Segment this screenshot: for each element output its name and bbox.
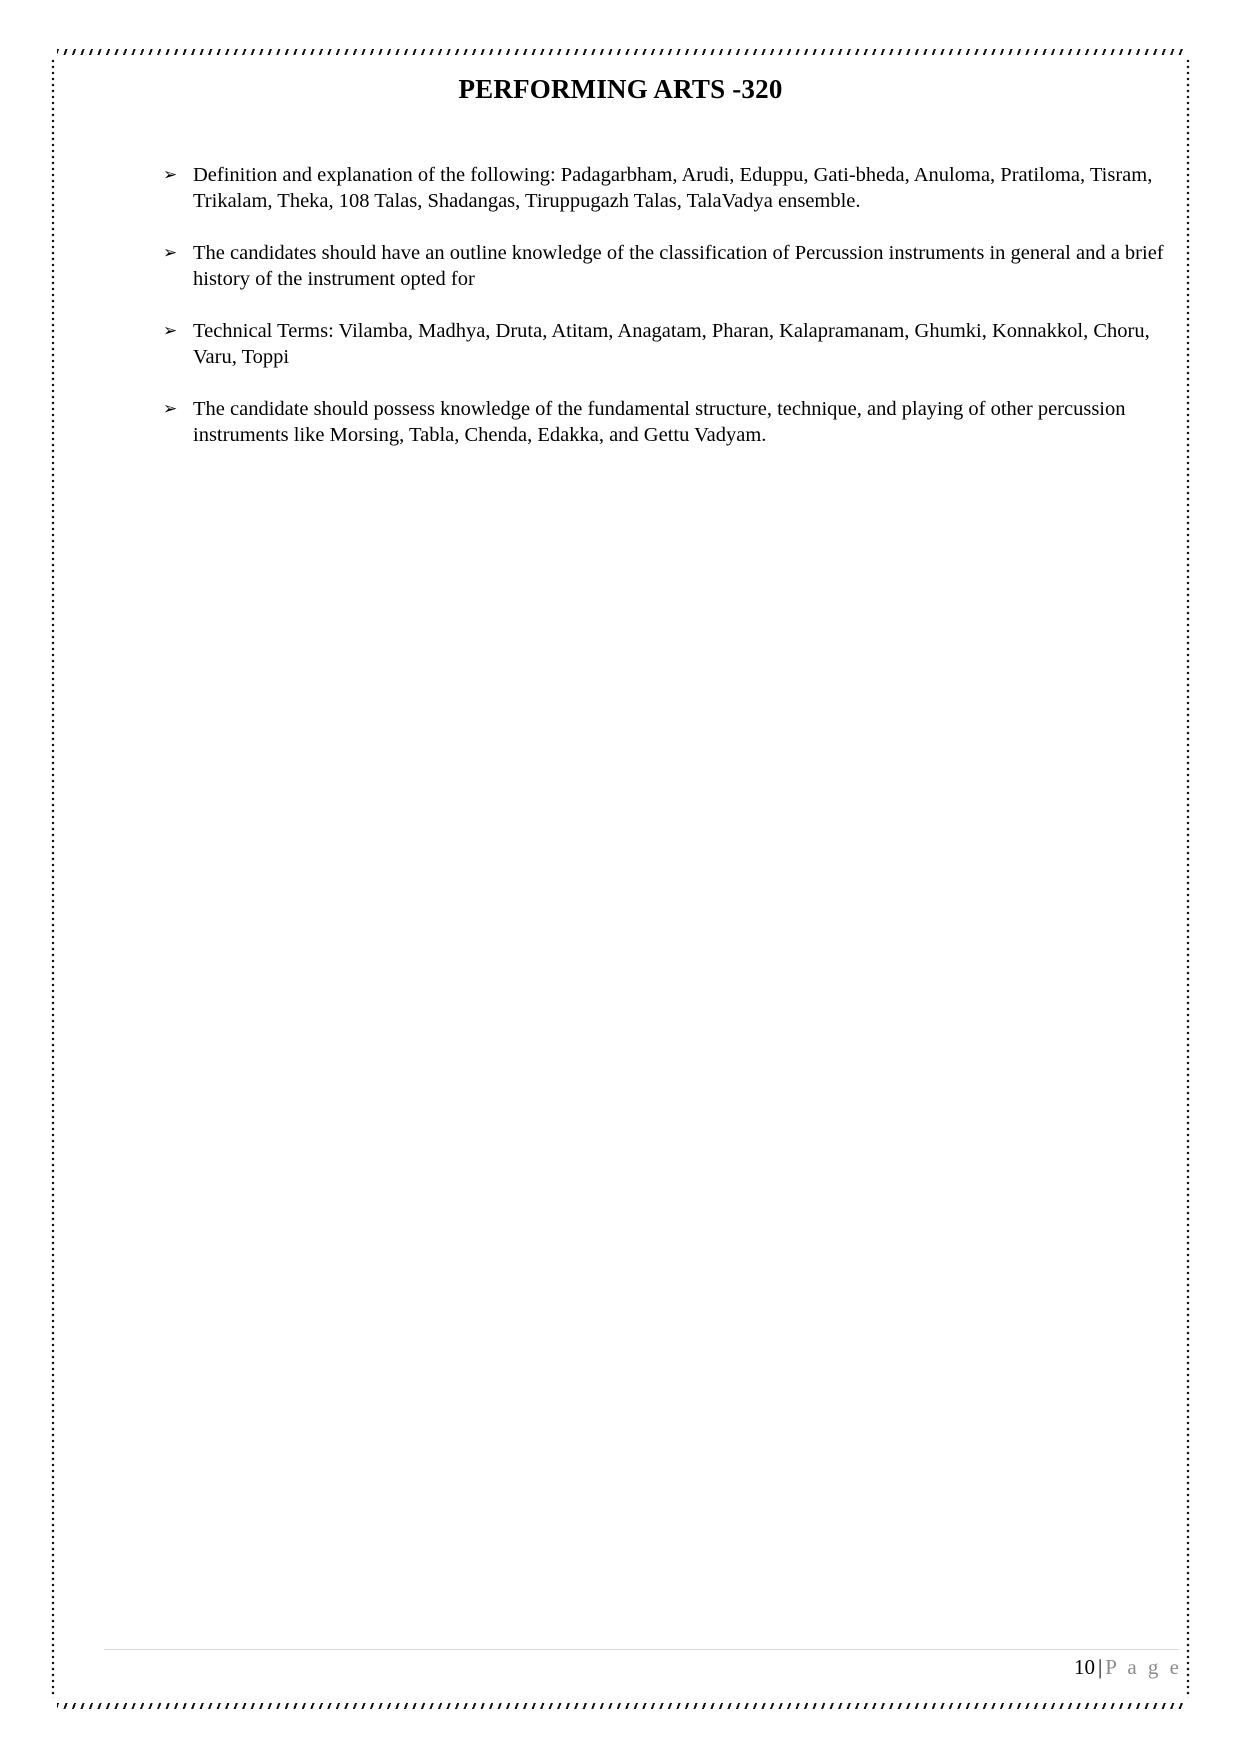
list-item-text: Definition and explanation of the following: Padagarbham, Arudi, Eduppu, Gati-bheda, Anuloma, Pratiloma, Tisram, Trikalam, Theka, 108 Talas, Shadangas, Tiruppugazh Talas, TalaVadya ensemble.	[193, 164, 1153, 212]
page-title: PERFORMING ARTS -320	[458, 74, 783, 104]
list-item	[163, 162, 1183, 214]
page-border-top	[57, 49, 1185, 55]
list-item-text: The candidates should have an outline knowledge of the classification of Percussion instruments in general and a brief history of the instrument opted for	[193, 242, 1164, 290]
page-border-bottom	[57, 1703, 1185, 1709]
arrow-bullet-icon: ➢	[163, 243, 178, 263]
page-label: P a g e	[1105, 1655, 1182, 1679]
arrow-bullet-icon: ➢	[163, 165, 178, 185]
syllabus-bullet-list	[163, 162, 1183, 474]
page-border-left	[51, 58, 55, 1698]
list-item	[163, 240, 1183, 292]
list-item-text: Technical Terms: Vilamba, Madhya, Druta, Atitam, Anagatam, Pharan, Kalapramanam, Ghumki, Konnakkol, Choru, Varu, Toppi	[193, 320, 1150, 368]
page-border-right	[1186, 58, 1190, 1698]
footer-separator: |	[1097, 1655, 1103, 1679]
list-item-text: The candidate should possess knowledge of the fundamental structure, technique, and playing of other percussion instruments like Morsing, Tabla, Chenda, Edakka, and Gettu Vadyam.	[193, 398, 1126, 446]
footer-divider	[104, 1649, 1179, 1650]
list-item	[163, 318, 1183, 370]
arrow-bullet-icon: ➢	[163, 399, 178, 419]
page-footer	[1060, 1654, 1182, 1680]
page-number: 10	[1073, 1655, 1095, 1679]
arrow-bullet-icon: ➢	[163, 321, 178, 341]
list-item	[163, 396, 1183, 448]
